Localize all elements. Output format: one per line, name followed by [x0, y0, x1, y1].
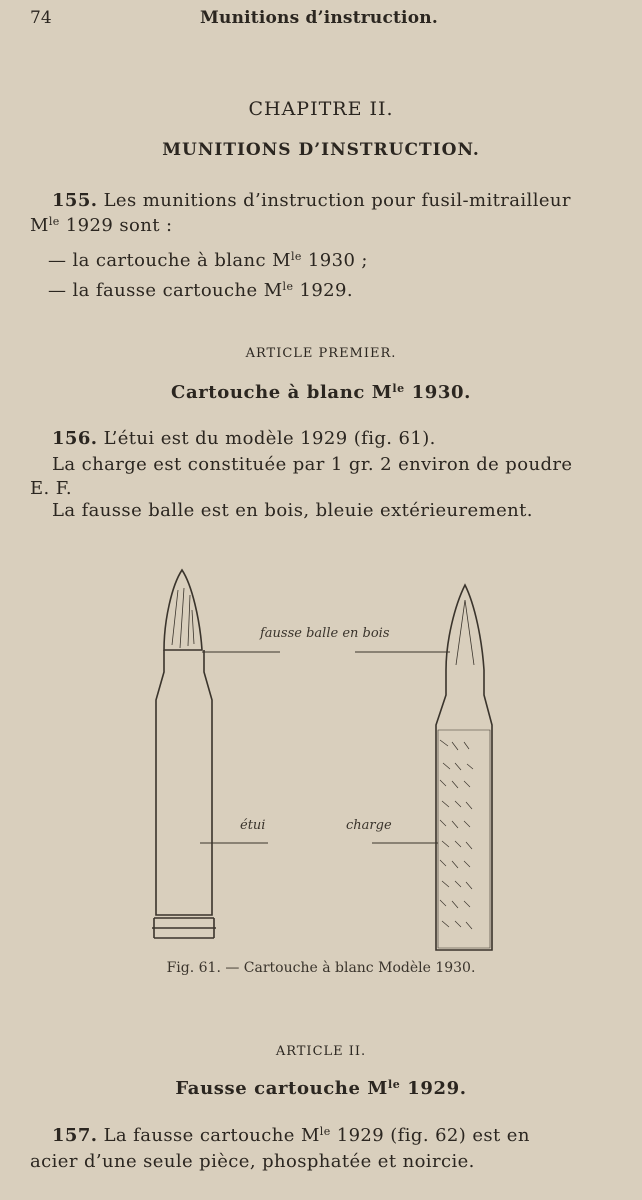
p156-text-line1: L’étui est du modèle 1929 (fig. 61).: [103, 428, 436, 449]
article1-title-post: 1930.: [404, 382, 471, 403]
right-charge-outline: [438, 730, 490, 948]
p155-line2-pre: M: [30, 215, 49, 236]
p155-text-line1: Les munitions d’instruction pour fusil-mitrailleur: [103, 190, 571, 211]
p156-line1: [52, 428, 436, 449]
p157-line1-sup: le: [319, 1125, 331, 1138]
p156-line3: E. F.: [30, 478, 72, 499]
figure-61-drawing: [120, 560, 520, 955]
p155-line2: [30, 215, 172, 236]
p155-item1-sup: le: [290, 250, 302, 263]
p155-item2: [48, 280, 353, 301]
article2-title-pre: Fausse cartouche M: [175, 1078, 388, 1099]
p155-item2-sup: le: [282, 280, 294, 293]
p155-item2-pre: — la fausse cartouche M: [48, 280, 283, 301]
article1-title-pre: Cartouche à blanc M: [171, 382, 393, 403]
right-bullet-core: [456, 600, 474, 665]
article2-heading: ARTICLE II.: [275, 1044, 367, 1059]
left-cartridge-drawing: [152, 570, 216, 938]
p157-line2: acier d’une seule pièce, phosphatée et noircie.: [30, 1151, 475, 1172]
p155-item1: [48, 250, 368, 271]
p155-item1-post: 1930 ;: [301, 250, 368, 271]
p156-line4: La fausse balle est en bois, bleuie extérieurement.: [52, 500, 533, 521]
right-charge-hatching: [440, 740, 473, 929]
chapter-title: MUNITIONS D’INSTRUCTION.: [162, 140, 480, 160]
article2-title-sup: le: [387, 1078, 401, 1091]
label-charge: charge: [346, 818, 392, 833]
article2-title-post: 1929.: [400, 1078, 467, 1099]
page-number: 74: [30, 8, 52, 28]
left-case-outline: [156, 650, 212, 915]
label-etui: étui: [240, 818, 266, 833]
article1-title: [0, 382, 642, 403]
p155-number: 155.: [52, 190, 98, 211]
p156-line2: La charge est constituée par 1 gr. 2 environ de poudre: [52, 454, 573, 475]
label-fausse-balle: fausse balle en bois: [260, 626, 390, 641]
right-case-outline: [436, 670, 492, 950]
figure-caption: Fig. 61. — Cartouche à blanc Modèle 1930.: [166, 960, 476, 976]
right-bullet-outline: [446, 585, 484, 670]
leader-lines: [200, 652, 450, 843]
p155-line2-post: 1929 sont :: [59, 215, 173, 236]
chapter-label: CHAPITRE II.: [248, 98, 394, 120]
running-title: Munitions d’instruction.: [200, 8, 438, 28]
left-bullet-outline: [164, 570, 202, 650]
article1-heading: ARTICLE PREMIER.: [245, 346, 397, 361]
article1-title-sup: le: [392, 382, 405, 395]
p156-number: 156.: [52, 428, 98, 449]
p157-line1-post: 1929 (fig. 62) est en: [330, 1125, 530, 1146]
p155-line1: [52, 190, 571, 211]
left-bullet-grain: [172, 588, 194, 648]
p157-line1: [52, 1125, 530, 1146]
right-cartridge-drawing: [436, 585, 492, 950]
p155-item1-pre: — la cartouche à blanc M: [48, 250, 291, 271]
p155-item2-post: 1929.: [293, 280, 354, 301]
article2-title: [0, 1078, 642, 1099]
p155-line2-sup: le: [48, 215, 60, 228]
running-head: [30, 8, 622, 34]
p157-number: 157.: [52, 1125, 98, 1146]
p157-line1-pre: La fausse cartouche M: [103, 1125, 320, 1146]
left-case-rim: [152, 918, 216, 938]
